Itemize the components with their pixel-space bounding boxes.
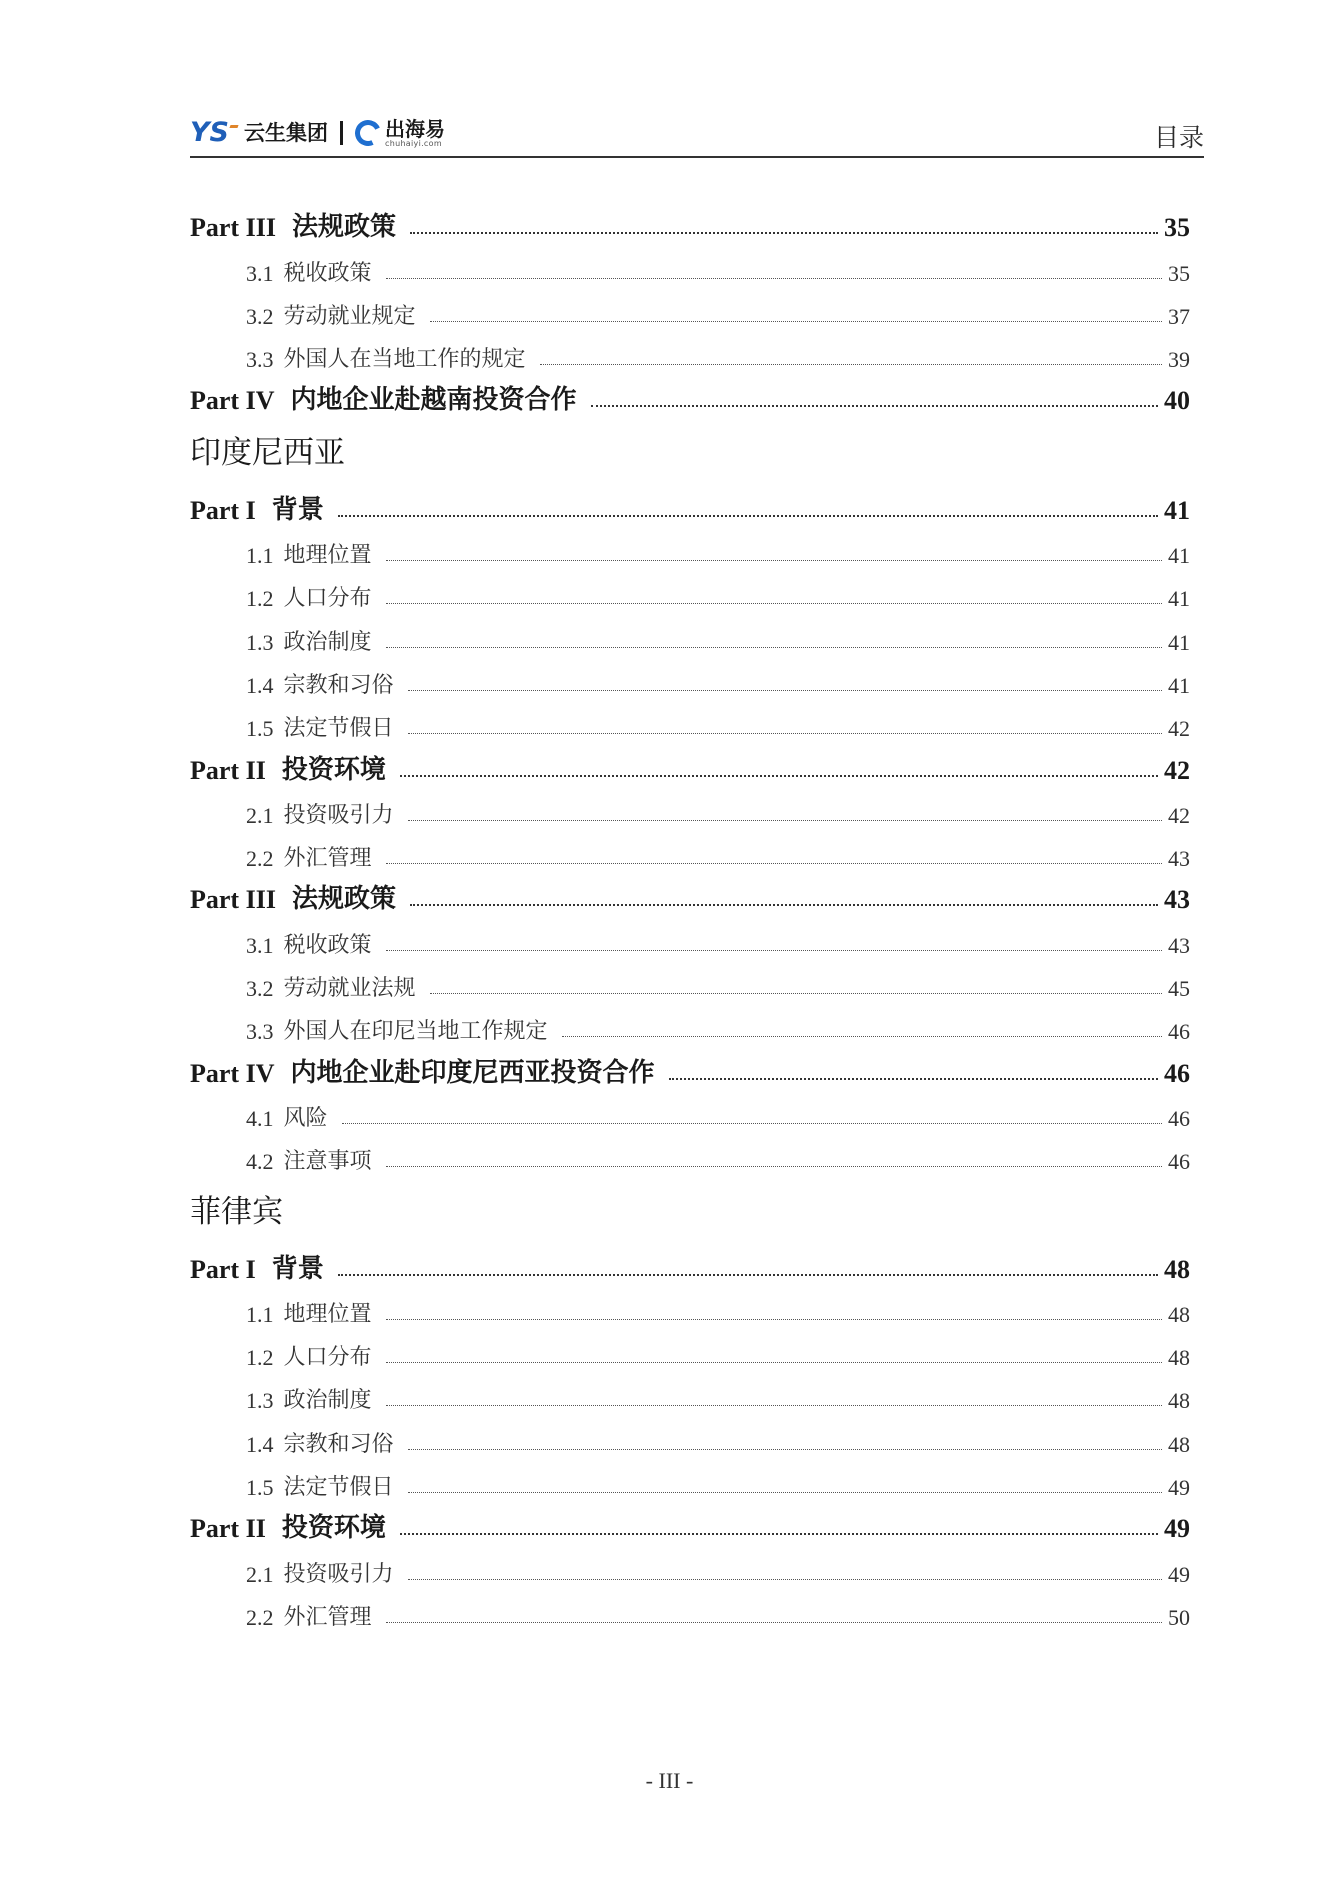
part-title: 法规政策 (291, 212, 396, 243)
toc-part-entry[interactable] (190, 1241, 1190, 1284)
section-number: 1.3 (246, 1388, 274, 1414)
toc-section-entry[interactable] (190, 656, 1190, 699)
part-title: 内地企业赴印度尼西亚投资合作 (290, 1057, 655, 1088)
toc-section-entry[interactable] (190, 569, 1190, 612)
dot-leader (386, 950, 1162, 951)
section-title: 地理位置 (283, 543, 372, 569)
page-ref: 37 (1168, 303, 1190, 329)
toc-entry-label (190, 878, 396, 915)
toc-entry-label (190, 206, 396, 243)
section-title: 注意事项 (283, 1149, 372, 1175)
page-ref: 49 (1168, 1475, 1190, 1501)
toc-entry-label (246, 711, 394, 742)
dot-leader (408, 1492, 1162, 1493)
page-ref: 49 (1168, 1561, 1190, 1587)
toc-section-entry[interactable] (190, 1414, 1190, 1457)
dot-leader (386, 1622, 1162, 1623)
section-number: 3.1 (246, 932, 274, 958)
toc-entry-label (246, 841, 372, 872)
toc-section-entry[interactable] (190, 287, 1190, 330)
page-ref: 43 (1168, 846, 1190, 872)
section-title: 税收政策 (283, 260, 372, 286)
toc-section-entry[interactable] (190, 699, 1190, 742)
toc-part-entry[interactable] (190, 1045, 1190, 1088)
toc-part-entry[interactable] (190, 373, 1190, 416)
toc-section-entry[interactable] (190, 1371, 1190, 1414)
section-title: 宗教和习俗 (283, 1431, 394, 1457)
toc-entry-label (246, 342, 526, 373)
toc-entry-label (190, 379, 577, 416)
toc-entry-label (190, 1248, 324, 1285)
section-title: 外国人在印尼当地工作规定 (283, 1019, 548, 1045)
dot-leader (410, 232, 1158, 234)
toc-entry-label (190, 1507, 386, 1544)
toc-entry-label (246, 625, 372, 656)
page-ref: 46 (1164, 1058, 1190, 1088)
section-title: 投资吸引力 (283, 1561, 394, 1587)
toc-part-entry[interactable] (190, 742, 1190, 785)
dot-leader (386, 1166, 1162, 1167)
toc-entry-label (246, 1297, 372, 1328)
section-title: 风险 (283, 1105, 328, 1131)
dot-leader (540, 364, 1162, 365)
dot-leader (386, 1319, 1162, 1320)
section-title: 法定节假日 (283, 716, 394, 742)
part-number: Part III (190, 885, 276, 915)
dot-leader (408, 733, 1162, 734)
toc-entry-label (246, 1557, 394, 1588)
country-heading: 印度尼西亚 (190, 435, 345, 472)
toc-entry-label (246, 581, 372, 612)
toc-section-entry[interactable] (190, 243, 1190, 286)
dot-leader (408, 1579, 1162, 1580)
page-ref: 48 (1168, 1388, 1190, 1414)
section-number: 4.2 (246, 1149, 274, 1175)
header-rule (190, 156, 1204, 158)
section-title: 外汇管理 (283, 846, 372, 872)
page-ref: 50 (1168, 1604, 1190, 1630)
dot-leader (386, 1362, 1162, 1363)
toc-part-entry[interactable] (190, 1501, 1190, 1544)
dot-leader (591, 405, 1159, 407)
section-number: 1.4 (246, 1431, 274, 1457)
toc-entry-label (246, 256, 372, 287)
section-number: 2.2 (246, 1604, 274, 1630)
section-title: 政治制度 (283, 629, 372, 655)
section-title: 地理位置 (283, 1301, 372, 1327)
part-number: Part II (190, 1514, 266, 1544)
page-ref: 41 (1168, 586, 1190, 612)
toc-section-entry[interactable] (190, 1458, 1190, 1501)
dot-leader (386, 603, 1162, 604)
section-title: 人口分布 (283, 586, 372, 612)
toc-section-entry[interactable] (190, 526, 1190, 569)
toc-entry-label (246, 1144, 372, 1175)
section-title: 人口分布 (283, 1345, 372, 1371)
dot-leader (410, 904, 1158, 906)
dot-leader (342, 1123, 1162, 1124)
toc-section-entry[interactable] (190, 1132, 1190, 1175)
page-ref: 46 (1168, 1149, 1190, 1175)
part-number: Part III (190, 213, 276, 243)
toc-entry-label (246, 1427, 394, 1458)
page-ref: 48 (1164, 1254, 1190, 1284)
part-number: Part IV (190, 1058, 275, 1088)
section-number: 2.1 (246, 802, 274, 828)
dot-leader (400, 1533, 1158, 1535)
page-ref: 48 (1168, 1301, 1190, 1327)
page-ref: 41 (1164, 495, 1190, 525)
section-title: 外国人在当地工作的规定 (283, 347, 526, 373)
section-title: 政治制度 (283, 1388, 372, 1414)
page-ref: 41 (1168, 543, 1190, 569)
dot-leader (400, 775, 1158, 777)
page-ref: 39 (1168, 347, 1190, 373)
toc-entry-label (246, 1014, 548, 1045)
page-ref: 41 (1168, 629, 1190, 655)
section-title: 外汇管理 (283, 1604, 372, 1630)
toc-part-entry[interactable] (190, 200, 1190, 243)
part-title: 内地企业赴越南投资合作 (290, 385, 577, 416)
toc-entry-label (246, 1101, 328, 1132)
toc-entry-label (246, 1470, 394, 1501)
dot-leader (408, 1449, 1162, 1450)
dot-leader (386, 560, 1162, 561)
page-ref: 49 (1164, 1514, 1190, 1544)
part-title: 法规政策 (291, 884, 396, 915)
part-number: Part IV (190, 386, 275, 416)
section-number: 4.1 (246, 1105, 274, 1131)
section-number: 2.2 (246, 846, 274, 872)
toc-entry-label (246, 1383, 372, 1414)
dot-leader (386, 278, 1162, 279)
section-number: 1.5 (246, 1475, 274, 1501)
section-number: 1.2 (246, 1345, 274, 1371)
page-ref: 46 (1168, 1105, 1190, 1131)
page-ref: 42 (1168, 802, 1190, 828)
brand-yunsheng: 云生集团 (244, 121, 328, 145)
section-title: 投资吸引力 (283, 802, 394, 828)
section-title: 法定节假日 (283, 1475, 394, 1501)
chuhaiyi-c-icon (351, 116, 384, 149)
section-number: 1.2 (246, 586, 274, 612)
section-title: 宗教和习俗 (283, 672, 394, 698)
part-title: 投资环境 (281, 754, 386, 785)
toc-section-entry[interactable] (190, 330, 1190, 373)
toc-entry-label (246, 971, 416, 1002)
toc-section-entry[interactable] (190, 1089, 1190, 1132)
toc-entry-label (246, 538, 372, 569)
brand-chuhaiyi (385, 116, 445, 148)
page-ref: 35 (1168, 260, 1190, 286)
part-number: Part II (190, 755, 266, 785)
dot-leader (386, 1405, 1162, 1406)
country-heading: 菲律宾 (190, 1194, 283, 1231)
part-number: Part I (190, 1254, 256, 1284)
page-ref: 45 (1168, 976, 1190, 1002)
page-ref: 43 (1164, 885, 1190, 915)
toc-entry-label (246, 1340, 372, 1371)
section-number: 1.1 (246, 543, 274, 569)
section-number: 1.3 (246, 629, 274, 655)
logo-divider (340, 121, 343, 145)
page-ref: 41 (1168, 672, 1190, 698)
table-of-contents (190, 200, 1190, 1631)
dot-leader (386, 647, 1162, 648)
page-ref: 48 (1168, 1431, 1190, 1457)
section-title: 劳动就业法规 (283, 976, 416, 1002)
header-title: 目录 (1153, 123, 1204, 152)
section-title: 劳动就业规定 (283, 303, 416, 329)
section-number: 3.2 (246, 303, 274, 329)
dot-leader (562, 1036, 1162, 1037)
toc-part-entry[interactable] (190, 482, 1190, 525)
toc-entry-label (246, 668, 394, 699)
dot-leader (338, 515, 1158, 517)
page-ref: 43 (1168, 932, 1190, 958)
page-header (190, 112, 1204, 158)
dot-leader (430, 321, 1162, 322)
toc-section-entry[interactable] (190, 959, 1190, 1002)
toc-section-entry[interactable] (190, 612, 1190, 655)
dot-leader (338, 1274, 1158, 1276)
part-number: Part I (190, 495, 256, 525)
toc-section-entry[interactable] (190, 1328, 1190, 1371)
section-number: 1.5 (246, 716, 274, 742)
logo (190, 118, 445, 148)
toc-section-entry[interactable] (190, 1588, 1190, 1631)
section-number: 3.3 (246, 347, 274, 373)
page-ref: 46 (1168, 1019, 1190, 1045)
brand-chuhaiyi-domain: chuhaiyi.com (385, 138, 442, 148)
section-number: 3.3 (246, 1019, 274, 1045)
toc-entry-label (246, 299, 416, 330)
page-number: - III - (645, 1768, 694, 1793)
toc-entry-label (246, 798, 394, 829)
toc-entry-label (246, 928, 372, 959)
dot-leader (408, 820, 1162, 821)
page-ref: 40 (1164, 386, 1190, 416)
part-title: 背景 (271, 494, 324, 525)
toc-section-entry[interactable] (190, 786, 1190, 829)
part-title: 背景 (271, 1253, 324, 1284)
page-ref: 42 (1164, 755, 1190, 785)
toc-entry-label (246, 1600, 372, 1631)
page-ref: 48 (1168, 1345, 1190, 1371)
section-number: 1.4 (246, 672, 274, 698)
toc-section-entry[interactable] (190, 1002, 1190, 1045)
dot-leader (408, 690, 1162, 691)
section-number: 2.1 (246, 1561, 274, 1587)
toc-section-entry[interactable] (190, 1544, 1190, 1587)
toc-section-entry[interactable] (190, 915, 1190, 958)
page-ref: 35 (1164, 213, 1190, 243)
dot-leader (386, 863, 1162, 864)
part-title: 投资环境 (281, 1513, 386, 1544)
toc-entry-label (190, 1052, 655, 1089)
section-number: 1.1 (246, 1301, 274, 1327)
toc-section-entry[interactable] (190, 829, 1190, 872)
section-title: 税收政策 (283, 932, 372, 958)
toc-part-entry[interactable] (190, 872, 1190, 915)
section-number: 3.1 (246, 260, 274, 286)
section-number: 3.2 (246, 976, 274, 1002)
dot-leader (430, 993, 1162, 994)
page-ref: 42 (1168, 716, 1190, 742)
toc-entry-label (190, 489, 324, 526)
dot-leader (669, 1078, 1159, 1080)
toc-section-entry[interactable] (190, 1285, 1190, 1328)
toc-entry-label (190, 749, 386, 786)
ys-logo-mark: YS (190, 117, 229, 148)
ys-accent-icon (229, 125, 238, 128)
brand-chuhaiyi-name: 出海易 (385, 116, 445, 141)
